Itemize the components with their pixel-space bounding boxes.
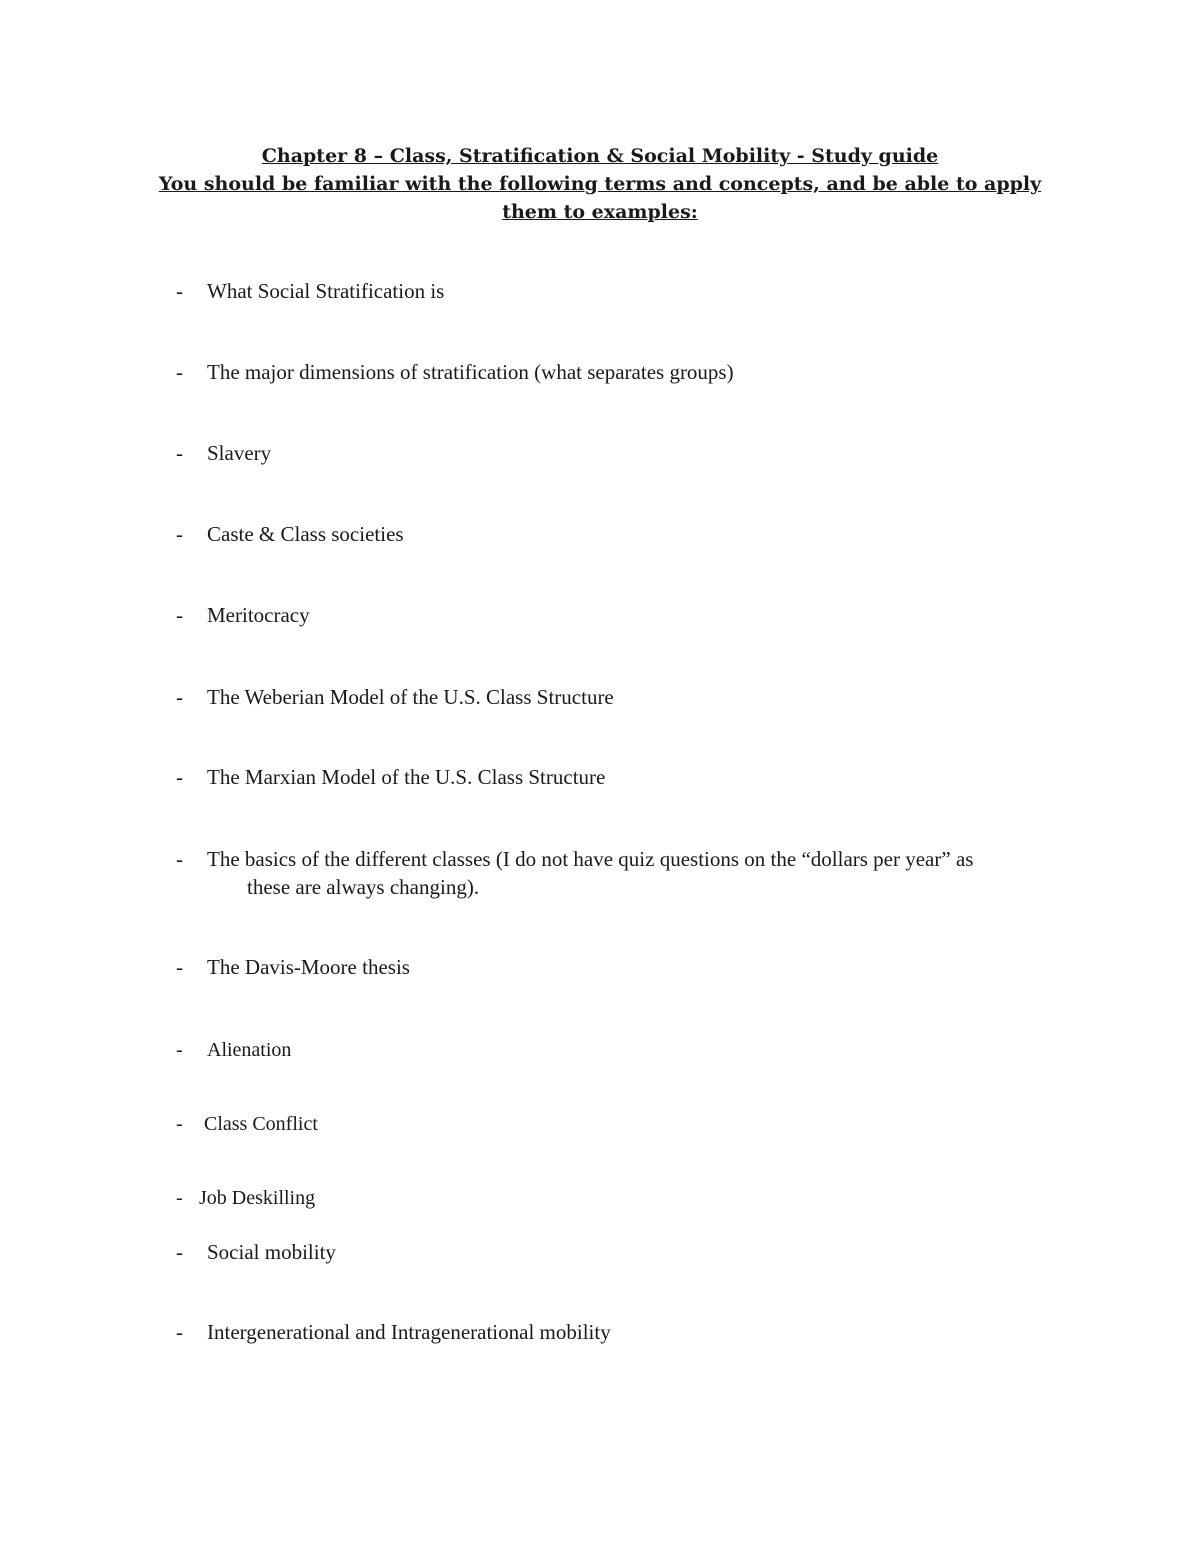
- bullet-dash: -: [176, 1039, 183, 1061]
- bullet-dash: -: [176, 1240, 183, 1264]
- list-item-text: Job Deskilling: [199, 1187, 316, 1209]
- list-item-text: [207, 845, 997, 901]
- list-item-text: The Marxian Model of the U.S. Class Structure: [207, 765, 606, 789]
- list-item-text: Alienation: [207, 1039, 292, 1061]
- bullet-dash: -: [176, 1113, 183, 1135]
- bullet-dash: -: [176, 441, 183, 465]
- list-item-text: The Davis-Moore thesis: [207, 955, 410, 979]
- bullet-dash: -: [176, 522, 183, 546]
- bullet-dash: -: [176, 279, 183, 303]
- list-item-text: Intergenerational and Intragenerational mobility: [207, 1320, 611, 1344]
- list-item-text: Social mobility: [207, 1240, 336, 1264]
- list-item-text: Caste & Class societies: [207, 522, 404, 546]
- page-subtitle: You should be familiar with the following terms and concepts, and be able to apply them to examples:: [158, 173, 1042, 223]
- bullet-dash: -: [176, 360, 183, 384]
- bullet-dash: -: [176, 765, 183, 789]
- list-item-text: Meritocracy: [207, 603, 310, 627]
- bullet-dash: -: [176, 1320, 183, 1344]
- list-item-text: The major dimensions of stratification (what separates groups): [207, 360, 734, 384]
- list-item-text: Slavery: [207, 441, 272, 465]
- bullet-dash: -: [176, 847, 183, 871]
- list-item-text-wrapped: The basics of the different classes (I do not have quiz questions on the “dollars per year” as these are always changing).: [207, 847, 974, 899]
- list-item-text: What Social Stratification is: [207, 279, 445, 303]
- list-item-text: Class Conflict: [204, 1113, 318, 1135]
- bullet-dash: -: [176, 1187, 183, 1209]
- bullet-dash: -: [176, 685, 183, 709]
- page-title: Chapter 8 – Class, Stratification & Social Mobility - Study guide: [261, 145, 939, 167]
- list-item-text: The Weberian Model of the U.S. Class Structure: [207, 685, 614, 709]
- bullet-dash: -: [176, 955, 183, 979]
- bullet-dash: -: [176, 603, 183, 627]
